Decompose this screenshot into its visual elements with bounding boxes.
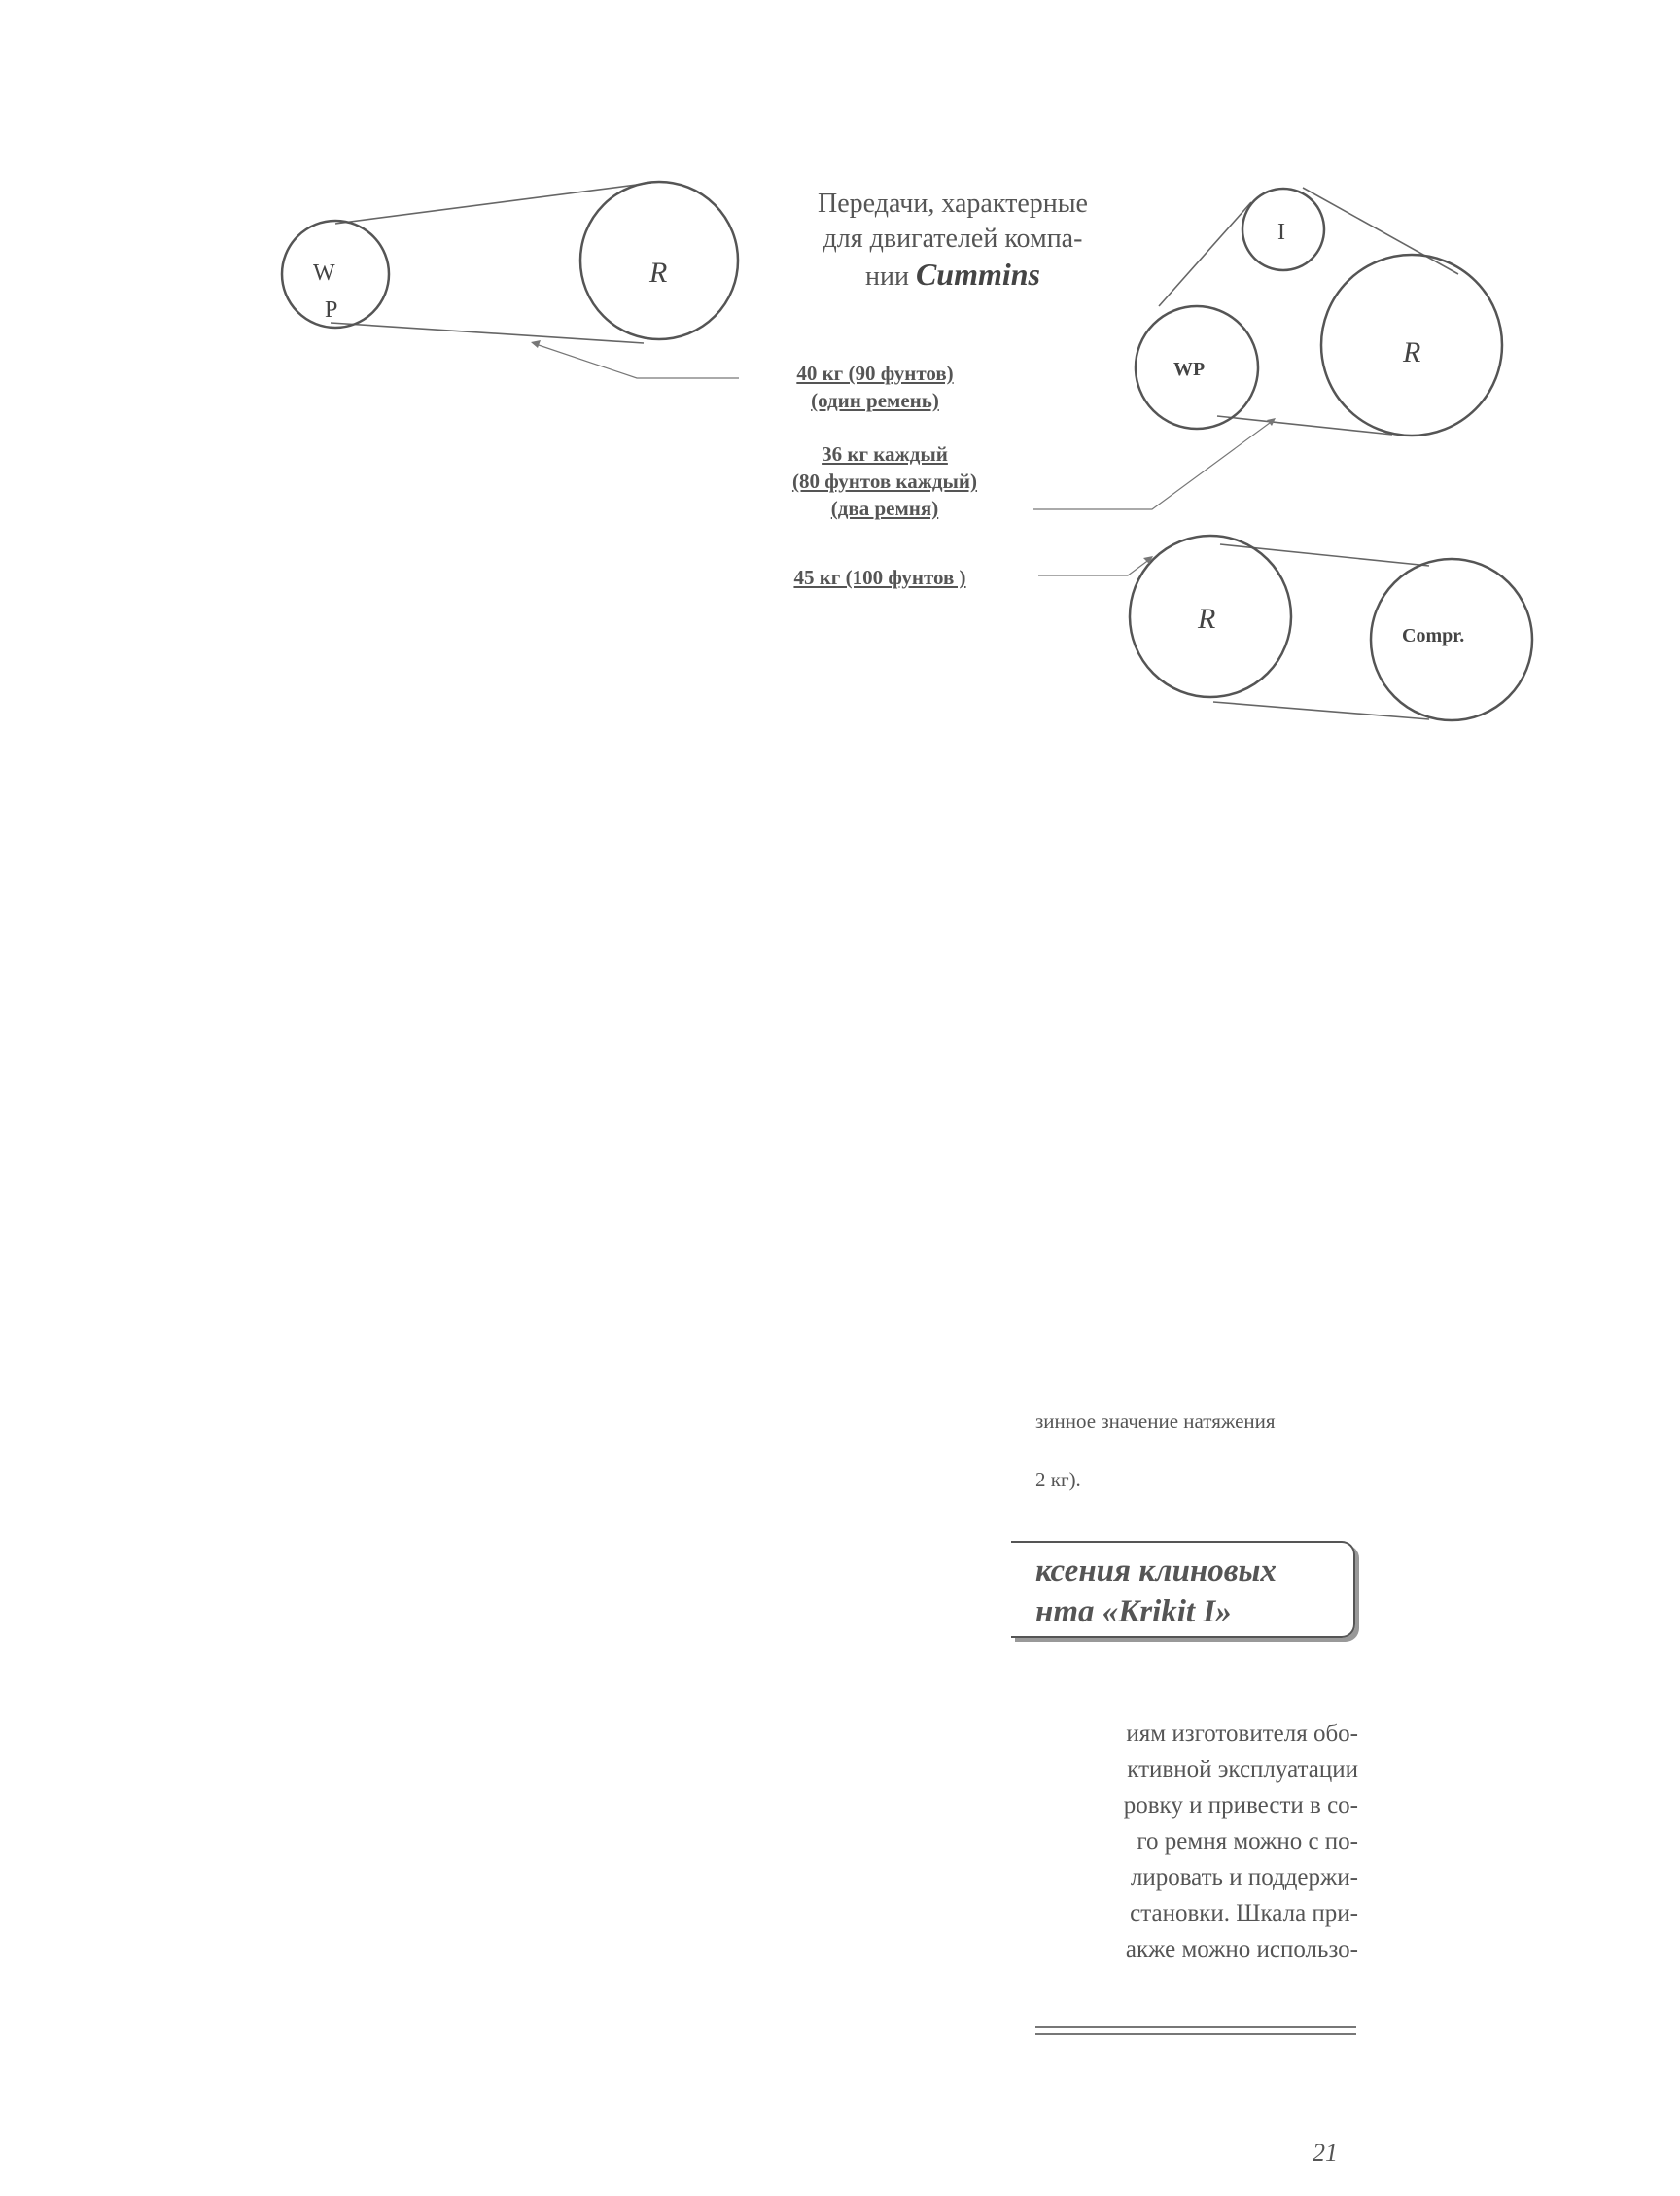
- footer-rule-top: [1035, 2026, 1356, 2028]
- paragraph-line: иям изготовителя обо-: [1126, 1721, 1358, 1747]
- pulley-r-label: R: [649, 257, 668, 289]
- tension-2-line-3: (два ремня): [830, 497, 939, 520]
- tension-1-line-2: (один ремень): [811, 389, 939, 412]
- pulley-r-label: R: [1198, 603, 1216, 635]
- tension-label-2: [749, 440, 1021, 522]
- pulley-wp-label-w: W: [313, 261, 335, 286]
- footer-rule-bottom: [1035, 2033, 1356, 2035]
- paragraph-line: становки. Шкала при-: [1130, 1900, 1358, 1927]
- paragraph-line: ровку и привести в со-: [1123, 1793, 1358, 1819]
- pulley-i-label: I: [1278, 220, 1285, 245]
- text-fragment-1: зинное значение натяжения: [1035, 1410, 1276, 1433]
- paragraph-line: лировать и поддержи-: [1130, 1865, 1358, 1891]
- pulley-r-label: R: [1403, 336, 1421, 368]
- caption-line-2: для двигателей компа-: [822, 224, 1083, 254]
- page-number: 21: [1312, 2139, 1338, 2167]
- section-heading-line-2: нта «Krikit I»: [1035, 1594, 1232, 1629]
- tension-3-line-1: 45 кг (100 фунтов ): [793, 566, 966, 589]
- tension-leader-1: [533, 343, 739, 378]
- drive-r-compressor: [1038, 536, 1532, 720]
- tension-2-line-2: (80 фунтов каждый): [791, 470, 978, 493]
- body-paragraph: [1026, 1716, 1358, 1968]
- leader-arrowhead: [531, 340, 541, 348]
- pulley-wp-label: WP: [1173, 359, 1206, 380]
- diagram-caption: [768, 187, 1138, 295]
- paragraph-line: го ремня можно с по-: [1137, 1829, 1358, 1855]
- belt-bottom-line: [331, 323, 644, 343]
- tension-label-1: [758, 360, 992, 414]
- tension-2-line-1: 36 кг каждый: [822, 442, 948, 466]
- tension-label-3: [739, 564, 1021, 591]
- caption-brand: Cummins: [915, 257, 1040, 292]
- tension-leader-2: [1033, 420, 1274, 509]
- belt-left-line: [1159, 202, 1251, 306]
- belt-bottom-line: [1217, 416, 1392, 435]
- paragraph-line: ктивной эксплуатации: [1127, 1757, 1358, 1783]
- section-heading-line-1: ксения клиновых: [1035, 1553, 1277, 1588]
- caption-line-3-prefix: нии: [864, 261, 916, 292]
- tension-leader-3: [1038, 559, 1150, 575]
- pulley-wp-label-p: P: [325, 297, 338, 323]
- paragraph-line: акже можно использо-: [1125, 1936, 1358, 1963]
- belt-bottom-line: [1213, 702, 1429, 719]
- tension-1-line-1: 40 кг (90 фунтов): [796, 362, 954, 385]
- caption-line-3: [768, 257, 1138, 295]
- caption-line-1: Передачи, характерные: [818, 189, 1088, 219]
- text-fragment-2: 2 кг).: [1035, 1468, 1081, 1491]
- pulley-compr-label: Compr.: [1402, 625, 1465, 646]
- drive-wp-r-single-belt: [282, 182, 739, 378]
